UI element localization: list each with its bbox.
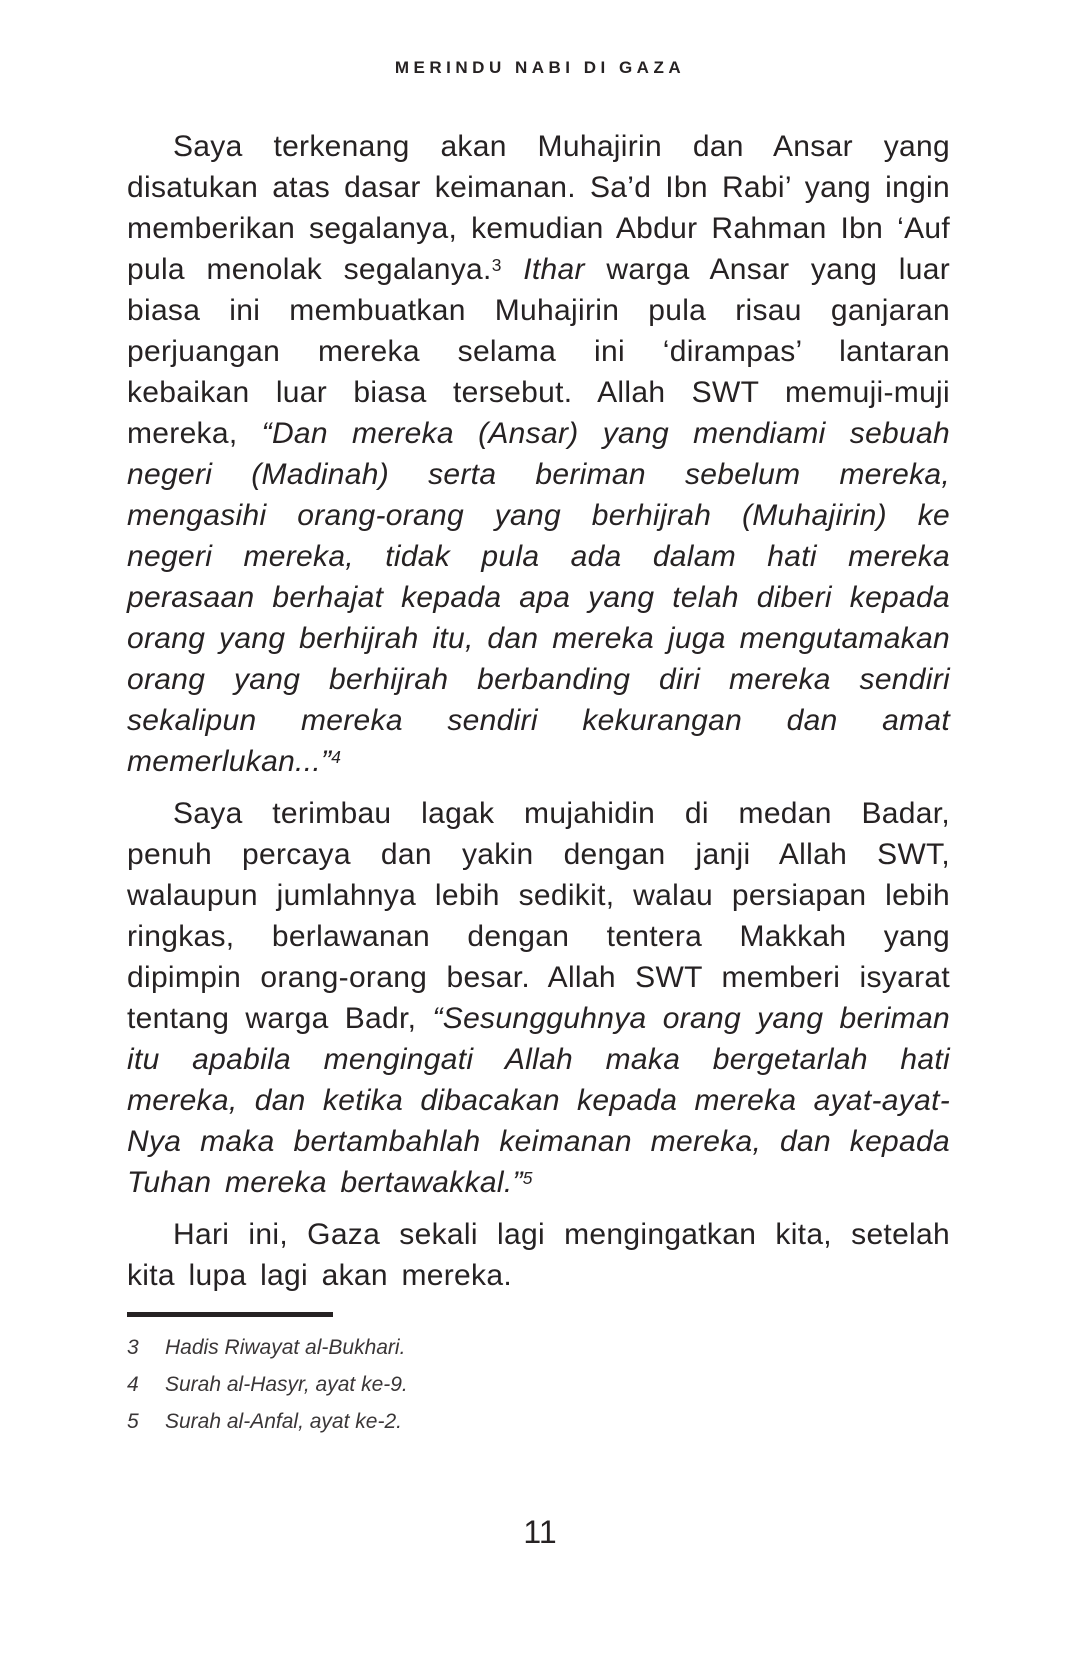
footnote	[127, 1366, 950, 1403]
footnote-text: Surah al-Hasyr, ayat ke-9.	[165, 1373, 408, 1396]
footnote-number: 5	[127, 1410, 139, 1433]
page-number: 11	[523, 1514, 557, 1550]
footnote	[127, 1403, 950, 1440]
running-header: MERINDU NABI DI GAZA	[394, 58, 686, 77]
page-body	[127, 126, 950, 1440]
body-paragraph: Saya terkenang akan Muhajirin dan Ansar yang disatukan atas dasar keimanan. Sa’d Ibn Rabi’ yang ingin memberikan segalanya, kemudian Abdur Rahman Ibn ‘Auf pula menolak segalanya.$^3$ Ithar warga Ansar yang luar biasa ini membuatkan Muhajirin pula risau ganjaran perjuangan mereka selama ini ‘dirampas’ lantaran kebaikan luar biasa tersebut. Allah SWT memuji-muji mereka, “Dan mereka (Ansar) yang mendiami sebuah negeri (Madinah) serta beriman sebelum mereka, mengasihi orang-orang yang berhijrah (Muhajirin) ke negeri mereka, tidak pula ada dalam hati mereka perasaan berhajat kepada apa yang telah diberi kepada orang yang berhijrah itu, dan mereka juga mengutamakan orang yang berhijrah berbanding diri mereka sendiri sekalipun mereka sendiri kekurangan dan amat memerlukan...”$^4$	[127, 130, 950, 778]
footnote-text: Surah al-Anfal, ayat ke-2.	[165, 1410, 402, 1433]
footnote	[127, 1329, 950, 1366]
footnote-divider	[127, 1312, 333, 1317]
body-paragraph: Hari ini, Gaza sekali lagi mengingatkan kita, setelah kita lupa lagi akan mereka.	[127, 1218, 950, 1292]
footnote-text: Hadis Riwayat al-Bukhari.	[165, 1336, 406, 1359]
body-paragraph: Saya terimbau lagak mujahidin di medan Badar, penuh percaya dan yakin dengan janji Allah SWT, walaupun jumlahnya lebih sedikit, walau persiapan lebih ringkas, berlawanan dengan tentera Makkah yang dipimpin orang-orang besar. Allah SWT memberi isyarat tentang warga Badr, “Sesungguhnya orang yang beriman itu apabila mengingati Allah maka bergetarlah hati mereka, dan ketika dibacakan kepada mereka ayat-ayat-Nya maka bertambahlah keimanan mereka, dan kepada Tuhan mereka bertawakkal.”$^5$	[127, 797, 951, 1199]
footnotes-block	[127, 1329, 950, 1440]
footnote-number: 4	[127, 1373, 139, 1396]
footnote-number: 3	[127, 1336, 139, 1359]
